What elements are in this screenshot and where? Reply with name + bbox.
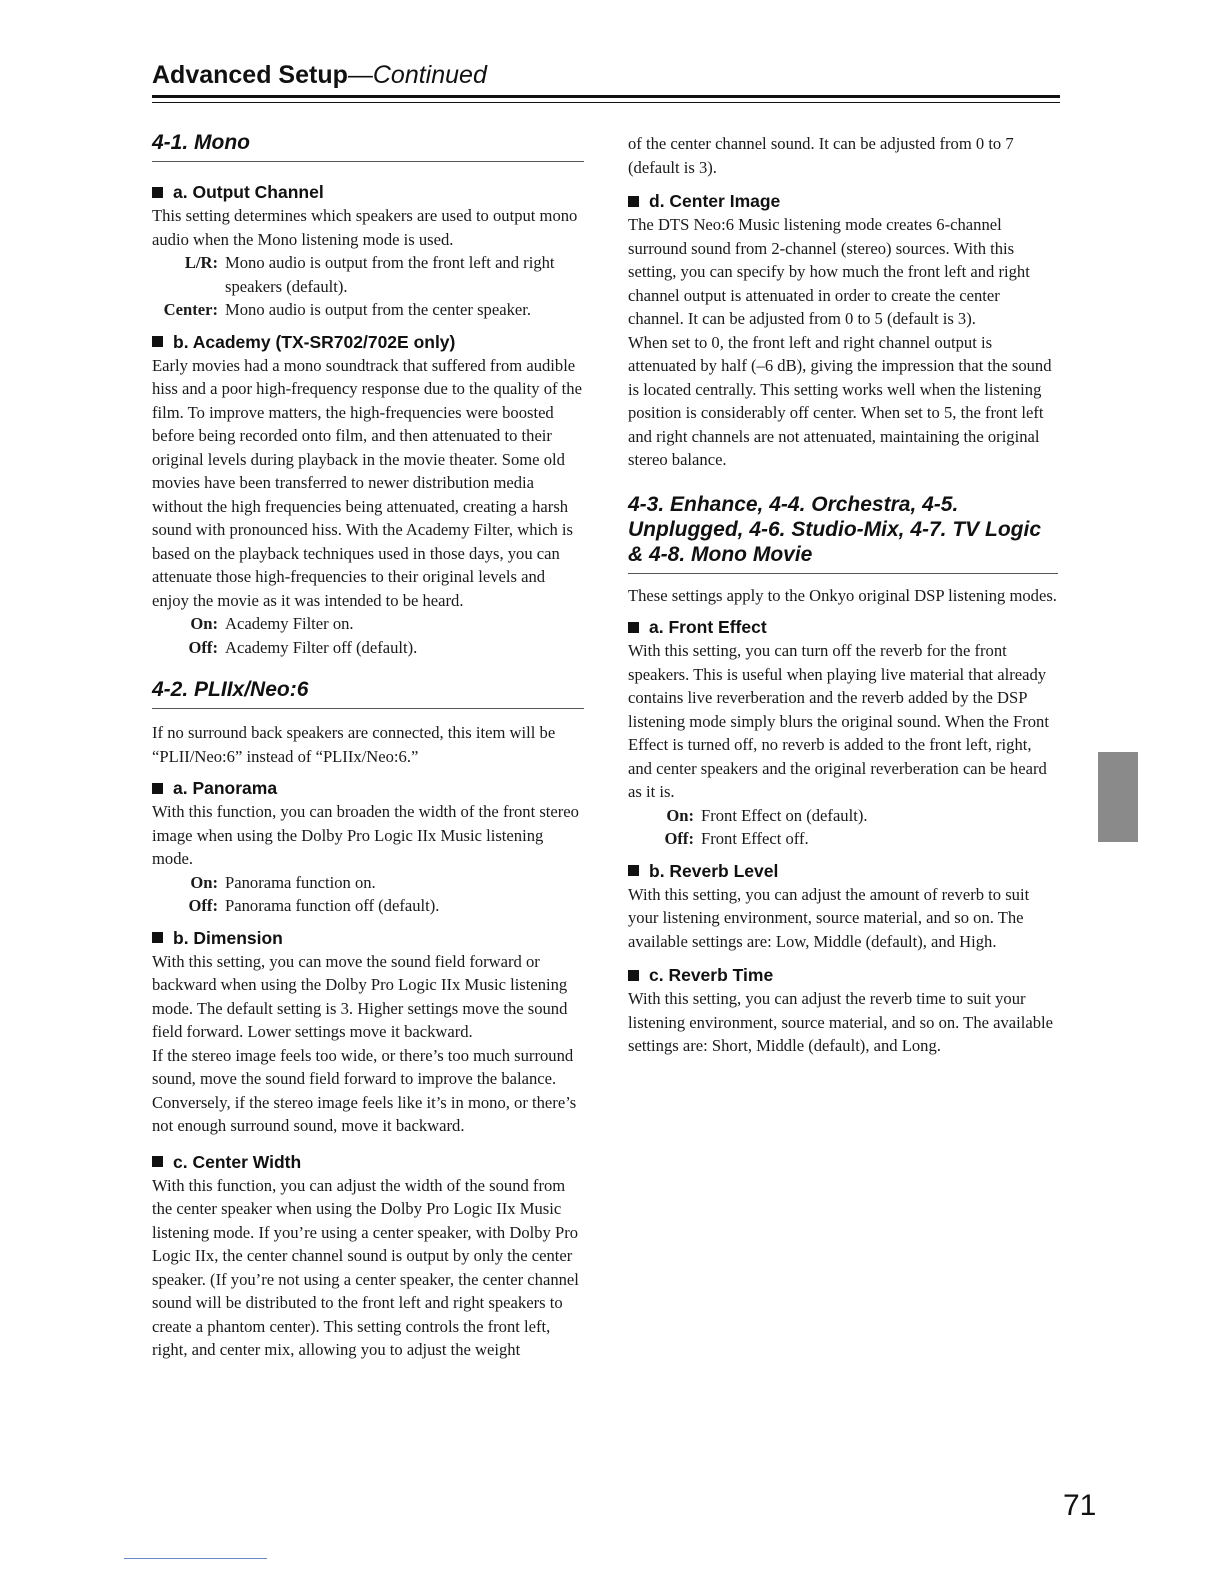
- paragraph: With this function, you can broaden the width of the front stereo image when using the Dolby Pro Logic IIx Music listening mode.: [152, 802, 579, 868]
- header-rule-thick: [152, 95, 1060, 98]
- option-key: On:: [666, 805, 694, 825]
- subsection-panorama: [152, 776, 584, 800]
- subsection-title: c. Reverb Time: [649, 965, 774, 985]
- option-key: Off:: [664, 829, 694, 848]
- footer-rule: [124, 1558, 267, 1559]
- option-value: Front Effect on (default).: [701, 805, 868, 825]
- paragraph: If the stereo image feels too wide, or there’s too much surround sound, move the sound field forward to improve the balance. Conversely, if the stereo image feels like it’s in mono, or there’s not enough surround sound, move it backward.: [152, 1045, 577, 1135]
- subsection-center-width: [152, 1150, 584, 1174]
- subsection-title: b. Dimension: [173, 927, 283, 948]
- paragraph: With this setting, you can move the sound field forward or backward when using the Dolby Pro Logic IIx Music listening mode. The default setting is 3. Higher settings move the sound field forward. Lower settings move it backward.: [152, 951, 568, 1041]
- bullet-square-icon: [628, 865, 639, 876]
- bullet-square-icon: [152, 932, 163, 943]
- paragraph: Early movies had a mono soundtrack that suffered from audible hiss and a poor high-frequency response due to the quality of the film. To improve matters, the high-frequencies were boosted before being recorded onto film, and then attenuated to their original levels during playback in the movie theater. Some old movies have been transferred to newer distribution media without the high frequencies being attenuated, creating a harsh sound with pronounced hiss. With the Academy Filter, which is based on the playback techniques used in those days, you can attenuate those high-frequencies to their original levels and enjoy the movie as it was intended to be heard.: [152, 355, 582, 610]
- bullet-square-icon: [628, 196, 639, 207]
- header-title: Advanced Setup: [152, 61, 348, 89]
- option-row: [152, 894, 584, 918]
- section-title-pliix: 4-2. PLIIx/Neo:6: [152, 677, 584, 709]
- option-row: [152, 636, 584, 660]
- subsection-title: b. Academy (TX-SR702/702E only): [173, 331, 456, 352]
- option-key: Off:: [188, 637, 218, 657]
- subsection-title: b. Reverb Level: [649, 860, 779, 881]
- option-row: [152, 612, 584, 636]
- subsection-dimension: [152, 926, 584, 950]
- option-value: Front Effect off.: [701, 829, 809, 848]
- paragraph: If no surround back speakers are connected, this item will be “PLII/Neo:6” instead of “PLIIx/Neo:6.”: [152, 723, 556, 766]
- section-title-mono: 4-1. Mono: [152, 130, 584, 162]
- paragraph: When set to 0, the front left and right channel output is attenuated by half (–6 dB), giving the impression that the sound is located centrally. This setting works well when the listening position is considerably off center. When set to 5, the front left and right channels are not attenuated, maintaining the original stereo balance.: [628, 332, 1052, 469]
- paragraph: With this setting, you can turn off the reverb for the front speakers. This is useful when playing live material that already contains live reverberation and the reverb added by the DSP listening mode simply blurs the original sound. When the Front Effect is turned off, no reverb is added to the front left, right, and center speakers and the original reverberation can be heard as it is.: [628, 641, 1049, 801]
- side-tab-marker: [1098, 752, 1138, 842]
- page-header: [152, 58, 487, 92]
- option-row: [628, 804, 1058, 828]
- option-key: On:: [190, 872, 218, 892]
- subsection-front-effect: [628, 615, 1058, 639]
- header-rule-thin: [152, 102, 1060, 103]
- paragraph: With this setting, you can adjust the amount of reverb to suit your listening environment, source material, and so on. The available settings are: Low, Middle (default), and High.: [628, 884, 1030, 951]
- option-key: Center:: [163, 300, 218, 319]
- option-value: Academy Filter off (default).: [225, 637, 418, 657]
- option-value: Mono audio is output from the center speaker.: [225, 300, 531, 319]
- bullet-square-icon: [628, 970, 639, 981]
- subsection-reverb-time: [628, 963, 1058, 987]
- option-key: Off:: [188, 896, 218, 915]
- paragraph: The DTS Neo:6 Music listening mode creates 6-channel surround sound from 2-channel (stereo) sources. With this setting, you can specify by how much the front left and right channel output is attenuated in order to create the center channel. It can be adjusted from 0 to 5 (default is 3).: [628, 215, 1030, 328]
- option-value: Panorama function on.: [225, 872, 376, 892]
- option-value: Academy Filter on.: [225, 614, 354, 633]
- page-number: 71: [1063, 1489, 1097, 1522]
- bullet-square-icon: [152, 1156, 163, 1167]
- option-value: Panorama function off (default).: [225, 896, 440, 915]
- subsection-title: a. Output Channel: [173, 182, 324, 202]
- option-row: [152, 251, 584, 298]
- subsection-title: c. Center Width: [173, 1151, 302, 1172]
- header-continued: —Continued: [347, 61, 487, 89]
- paragraph: With this setting, you can adjust the reverb time to suit your listening environment, source material, and so on. The available settings are: Short, Middle (default), and Long.: [628, 989, 1054, 1055]
- subsection-academy: [152, 330, 584, 354]
- paragraph: of the center channel sound. It can be adjusted from 0 to 7 (default is 3).: [628, 134, 1014, 177]
- option-key: On:: [190, 614, 218, 633]
- bullet-square-icon: [628, 622, 639, 633]
- paragraph: This setting determines which speakers are used to output mono audio when the Mono listening mode is used.: [152, 206, 578, 249]
- bullet-square-icon: [152, 187, 163, 198]
- subsection-center-image: [628, 189, 1058, 213]
- right-column: [628, 128, 1058, 1058]
- option-row: [152, 298, 584, 322]
- option-key: L/R:: [184, 253, 218, 272]
- section-title-enhance: 4-3. Enhance, 4-4. Orchestra, 4-5. Unplugged, 4-6. Studio-Mix, 4-7. TV Logic & 4-8. Mono Movie: [628, 492, 1058, 574]
- subsection-reverb-level: [628, 859, 1058, 883]
- paragraph: These settings apply to the Onkyo original DSP listening modes.: [628, 585, 1057, 605]
- option-value: Mono audio is output from the front left and right speakers (default).: [225, 253, 555, 296]
- subsection-title: a. Front Effect: [649, 617, 767, 637]
- subsection-title: d. Center Image: [649, 191, 781, 211]
- option-row: [628, 827, 1058, 851]
- left-column: [152, 128, 584, 1362]
- subsection-output-channel: [152, 180, 584, 204]
- bullet-square-icon: [152, 336, 163, 347]
- option-row: [152, 871, 584, 895]
- subsection-title: a. Panorama: [173, 778, 278, 798]
- paragraph: With this function, you can adjust the width of the sound from the center speaker when using the Dolby Pro Logic IIx Music listening mode. If you’re using a center speaker, with Dolby Pro Logic IIx, the center channel sound is output by only the center speaker. (If you’re not using a center speaker, the center channel sound will be distributed to the front left and right speakers to create a phantom center). This setting controls the front left, right, and center mix, allowing you to adjust the weight: [152, 1175, 579, 1359]
- bullet-square-icon: [152, 783, 163, 794]
